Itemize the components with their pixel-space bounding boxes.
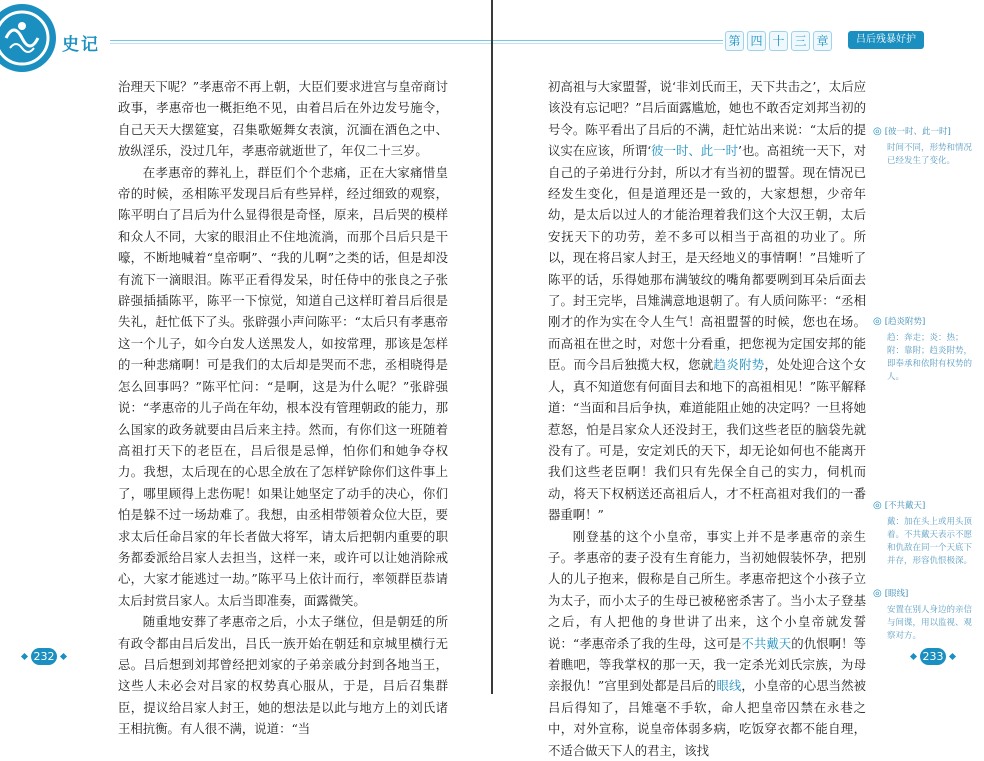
note-term: [彼一时、此一时] bbox=[884, 127, 951, 137]
side-note bbox=[873, 588, 973, 643]
header-rule-secondary bbox=[493, 43, 723, 44]
text-run: ’也。高祖统一天下，对自己的子弟进行分封，所以才有当初的盟誓。现在情况已经发生变化，但是道理还是一致的，大家想想，少帝年幼，是太后以过人的才能治理着我们这个大汉王朝，太后安抚天下的功劳，差不多可以相当于高祖的功业了。所以，现在将吕家人封王，是天经地义的事情啊！”吕雉听了陈平的话，乐得她那布满皱纹的嘴角都要咧到耳朵后面去了。封王完毕，吕雉满意地退朝了。有人质问陈平：“丞相刚才的作为实在令人生气！高祖盟誓的时候，您也在场。而高祖在世之时，对您十分看重，把您视为定国安邦的能臣。而今吕后独揽大权，您就 bbox=[548, 143, 866, 373]
side-note bbox=[873, 500, 973, 568]
text-run: ，处处迎合这个女人，真不知道您有何面目去和地下的高祖相见！”陈平解释道：“当面和吕后争执，难道能阻止她的决定吗？一旦将她惹怒，怕是吕家众人还没封王，我们这些老臣的脑袋先就没有了。可是，安定刘氏的天下，却无论如何也不能离开我们这些老臣啊！我们只有先保全自己的实力，伺机而动，将天下权柄送还高祖后人，才不枉高祖对我们的一番器重啊！” bbox=[548, 357, 867, 523]
left-body-text bbox=[118, 76, 448, 740]
side-note bbox=[873, 316, 973, 384]
diamond-icon bbox=[21, 653, 28, 660]
paragraph bbox=[548, 526, 866, 761]
paragraph bbox=[548, 76, 866, 526]
highlighted-term: 趋炎附势 bbox=[713, 357, 765, 373]
note-definition: 时间不同，形势和情况已经发生了变化。 bbox=[887, 143, 973, 166]
section-title: 吕后残暴好护 bbox=[848, 31, 924, 49]
note-definition: 趋：奔走；炎：热；附：靠附；趋炎附势，即奉承和依附有权势的人。 bbox=[887, 333, 973, 382]
chapter-char: 第 bbox=[725, 31, 744, 51]
chapter-heading bbox=[725, 31, 832, 51]
diamond-icon bbox=[910, 653, 917, 660]
page-number-right bbox=[911, 648, 955, 665]
note-bullet-icon: ◎ bbox=[873, 126, 882, 137]
chapter-char: 四 bbox=[747, 31, 766, 51]
book-title: 史记 bbox=[62, 35, 100, 55]
right-page bbox=[493, 0, 984, 758]
paragraph: 随重地安葬了孝惠帝之后，小太子继位，但是朝廷的所有政令都由吕后发出，吕氏一族开始在朝廷和京城里横行无忌。吕后想到刘邦曾经把刘家的子弟亲戚分封到各地当王，这些人未必会对吕家的权势真心服从，于是，吕后召集群臣，提议给吕家人封王，她的想法是以此与地方上的刘氏诸王相抗衡。有人很不满，说道：“当 bbox=[118, 614, 448, 737]
page-number: 233 bbox=[920, 648, 946, 665]
header-rule bbox=[493, 40, 723, 41]
chapter-char: 章 bbox=[813, 31, 832, 51]
note-definition: 戴：加在头上或用头顶着。不共戴天表示不愿和仇敌在同一个天底下并存，形容仇恨极深。 bbox=[887, 517, 973, 566]
chapter-char: 十 bbox=[769, 31, 788, 51]
highlighted-term: 不共戴天 bbox=[741, 635, 792, 651]
text-run: 初高祖与大家盟誓，说‘非刘氏而王，天下共击之’，太后应该没有忘记吧？”吕后面露尴尬，她也不敢否定刘邦当初的号令。陈平看出了吕后的不满，赶忙站出来说：“太后的提议实在应该，所谓‘ bbox=[548, 79, 866, 159]
left-page bbox=[0, 0, 492, 737]
text-run: 刚登基的这个小皇帝，事实上并不是孝惠帝的亲生子。孝惠帝的妻子没有生育能力，当初她假装怀孕，把别人的儿子抱来，假称是自己所生。孝惠帝把这个小孩子立为太子，而小太子的生母已被秘密杀害了。当小太子登基之后，有人把他的身世讲了出来，这个小皇帝就发誓说：“孝惠帝杀了我的生母，这可是 bbox=[548, 528, 866, 651]
note-definition: 安置在别人身边的亲信与间谍，用以监视、观察对方。 bbox=[887, 605, 973, 641]
highlighted-term: 彼一时、此一时 bbox=[651, 143, 739, 159]
header-rule-secondary bbox=[110, 43, 492, 44]
text-run: 的仇恨啊！等着瞧吧，等我掌权的那一天，我一定杀光刘氏宗族，为母亲报仇！”宫里到处都是吕后的 bbox=[548, 635, 867, 694]
note-term: [趋炎附势] bbox=[884, 317, 926, 327]
page-number: 232 bbox=[31, 648, 57, 665]
note-bullet-icon: ◎ bbox=[873, 500, 882, 511]
scroll-ornament-icon bbox=[0, 2, 58, 74]
paragraph: 治理天下呢？”孝惠帝不再上朝，大臣们要求进宫与皇帝商讨政事，孝惠帝也一概拒绝不见，由着吕后在外边发号施令，自己天天大摆筵宴，召集歌姬舞女表演，沉湎在酒色之中、放纵淫乐，没过几年，孝惠帝就逝世了，年仅二十三岁。 bbox=[118, 79, 448, 159]
note-bullet-icon: ◎ bbox=[873, 316, 882, 327]
header-rule bbox=[110, 40, 492, 41]
diamond-icon bbox=[949, 653, 956, 660]
side-note bbox=[873, 126, 973, 168]
right-body-text bbox=[548, 76, 866, 761]
note-term: [不共戴天] bbox=[884, 501, 926, 511]
note-bullet-icon: ◎ bbox=[873, 588, 882, 599]
diamond-icon bbox=[60, 653, 67, 660]
page-number-left bbox=[22, 648, 66, 665]
text-run: ，小皇帝的心思当然被吕后得知了，吕雉毫不手软，命人把皇帝囚禁在永巷之中，对外宣称，说皇帝体弱多病，吃饭穿衣都不能自理，不适合做天下人的君主，该找 bbox=[548, 678, 867, 758]
highlighted-term: 眼线 bbox=[716, 678, 742, 694]
note-term: [眼线] bbox=[884, 589, 909, 599]
paragraph: 在孝惠帝的葬礼上，群臣们个个悲痛，正在大家痛惜皇帝的时候，丞相陈平发现吕后有些异样，经过细致的观察，陈平明白了吕后为什么显得很是奇怪，原来，吕后哭的模样和众人不同，大家的眼泪止不住地流淌，而那个吕后只是干嚎，不断地喊着“皇帝啊”、“我的儿啊”之类的话，但是却没有流下一滴眼泪。陈平正看得发呆，时任侍中的张良之子张辟强插插陈平，陈平一下惊觉，知道自己这样盯着吕后很是失礼，赶忙低下了头。张辟强小声问陈平：“太后只有孝惠帝这一个儿子，如今白发人送黑发人，如按常理，那该是怎样的一种悲痛啊！可是我们的太后却是哭而不悲，丞相晓得是怎么回事吗？”陈平忙问：“是啊，这是为什么呢？”张辟强说：“孝惠帝的儿子尚在年幼，根本没有管理朝政的能力，那么国家的政务就要由吕后来主持。然而，有你们这一班随着高祖打天下的老臣在，吕后很是忌惮，怕你们和她争夺权力。我想，太后现在的心思全放在了怎样铲除你们这件事上了，哪里顾得上悲伤呢！如果让她坚定了动手的决心，你们怕是躲不过一场劫难了。我想，由丞相带领着众位大臣，要求太后任命吕家的年长者做大将军，请太后把朝内重要的职务都委派给吕家人去担当，这样一来，或许可以让她消除戒心，大家才能逃过一劫。”陈平马上依计而行，率领群臣恭请太后封赏吕家人。太后当即准奏，面露微笑。 bbox=[118, 164, 448, 608]
chapter-char: 三 bbox=[791, 31, 810, 51]
